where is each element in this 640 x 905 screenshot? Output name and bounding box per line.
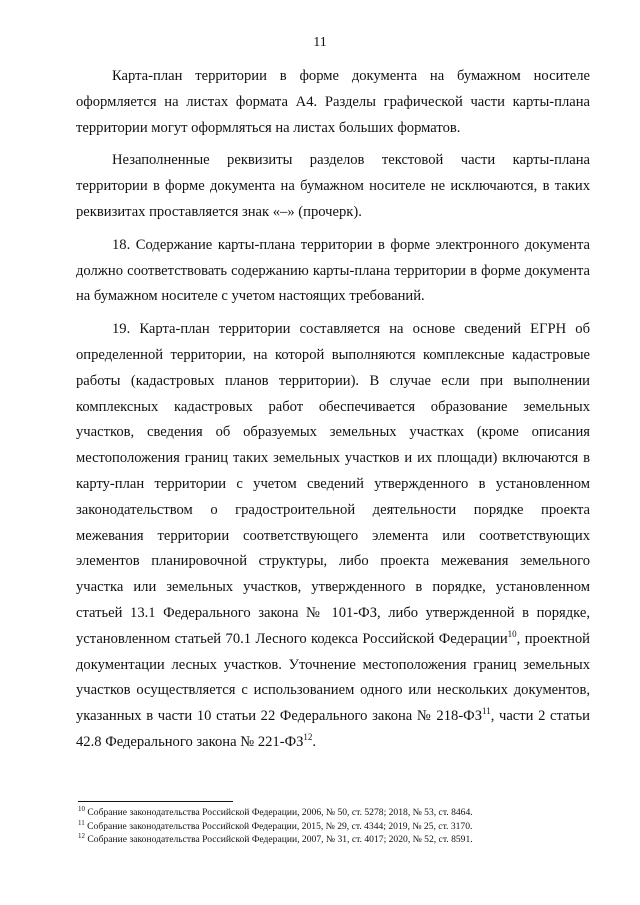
footnote-separator [78,801,233,802]
paragraph-19-text-part4: . [312,733,317,750]
footnote-text: Собрание законодательства Российской Федерации, 2015, № 29, ст. 4344; 2019, № 25, ст. 3170. [84,820,473,832]
footnote-ref-12: 12 [303,732,313,743]
paragraph-format: Карта-план территории в форме документа на бумажном носителе оформляется на листах формата А4. Разделы графической части карты-плана территории могут оформляться на листах больших форматов. [76,68,590,136]
paragraph-19-text-part3: , части 2 статьи 42.8 Федерального закона № 221-ФЗ [76,708,590,750]
paragraph-19-text-part2: , проектной документации лесных участков. Уточнение местоположения границ земельных участков осуществляется с использованием одного или нескольких документов, указанных в части 10 статьи 22 Федерального закона № 218-ФЗ [76,630,590,725]
page-number: 11 [313,35,327,50]
footnote-mark: 11 [78,818,85,827]
paragraph-18: 18. Содержание карты-плана территории в форме электронного документа должно соответствовать содержанию карты-плана территории в форме документа на бумажном носителе с учетом настоящих требований. [76,236,590,305]
footnote-mark: 12 [78,831,85,840]
footnote-ref-11: 11 [482,706,491,717]
footnote-10 [78,806,598,820]
footnote-12 [78,833,598,847]
footnote-mark: 10 [78,804,85,813]
document-body [76,64,590,756]
footnotes [78,806,598,847]
footnote-text: Собрание законодательства Российской Федерации, 2007, № 31, ст. 4017; 2020, № 52, ст. 8591. [85,834,473,845]
footnote-text: Собрание законодательства Российской Федерации, 2006, № 50, ст. 5278; 2018, № 53, ст. 8464. [85,807,473,818]
footnote-11 [78,820,598,834]
paragraph-19 [76,317,590,756]
paragraph-19-text-part1: 19. Карта-план территории составляется на основе сведений ЕГРН об определенной территории, на которой выполняются комплексные кадастровые работы (кадастровых планов территории). В случае если при выполнении комплексных кадастровых работ обеспечивается образование земельных участков, сведения об образуемых земельных участках (кроме описания местоположения границ таких земельных участков и их площади) включаются в карту-план территории с учетом сведений утвержденного в установленном законодательством о градостроительной деятельности порядке проекта межевания территории соответствующего элемента или соответствующих элементов планировочной структуры, либо проекта межевания земельного участка или земельных участков, утвержденного в порядке, установленном статьей 13.1 Федерального закона № 101-ФЗ, либо утвержденной в порядке, установленном статьей 70.1 Лесного кодекса Российской Федерации [76,321,590,647]
footnote-ref-10: 10 [507,628,517,639]
paragraph-empty-fields: Незаполненные реквизиты разделов текстовой части карты-плана территории в форме документа на бумажном носителе не исключаются, в таких реквизитах проставляется знак «–» (прочерк). [76,152,590,220]
